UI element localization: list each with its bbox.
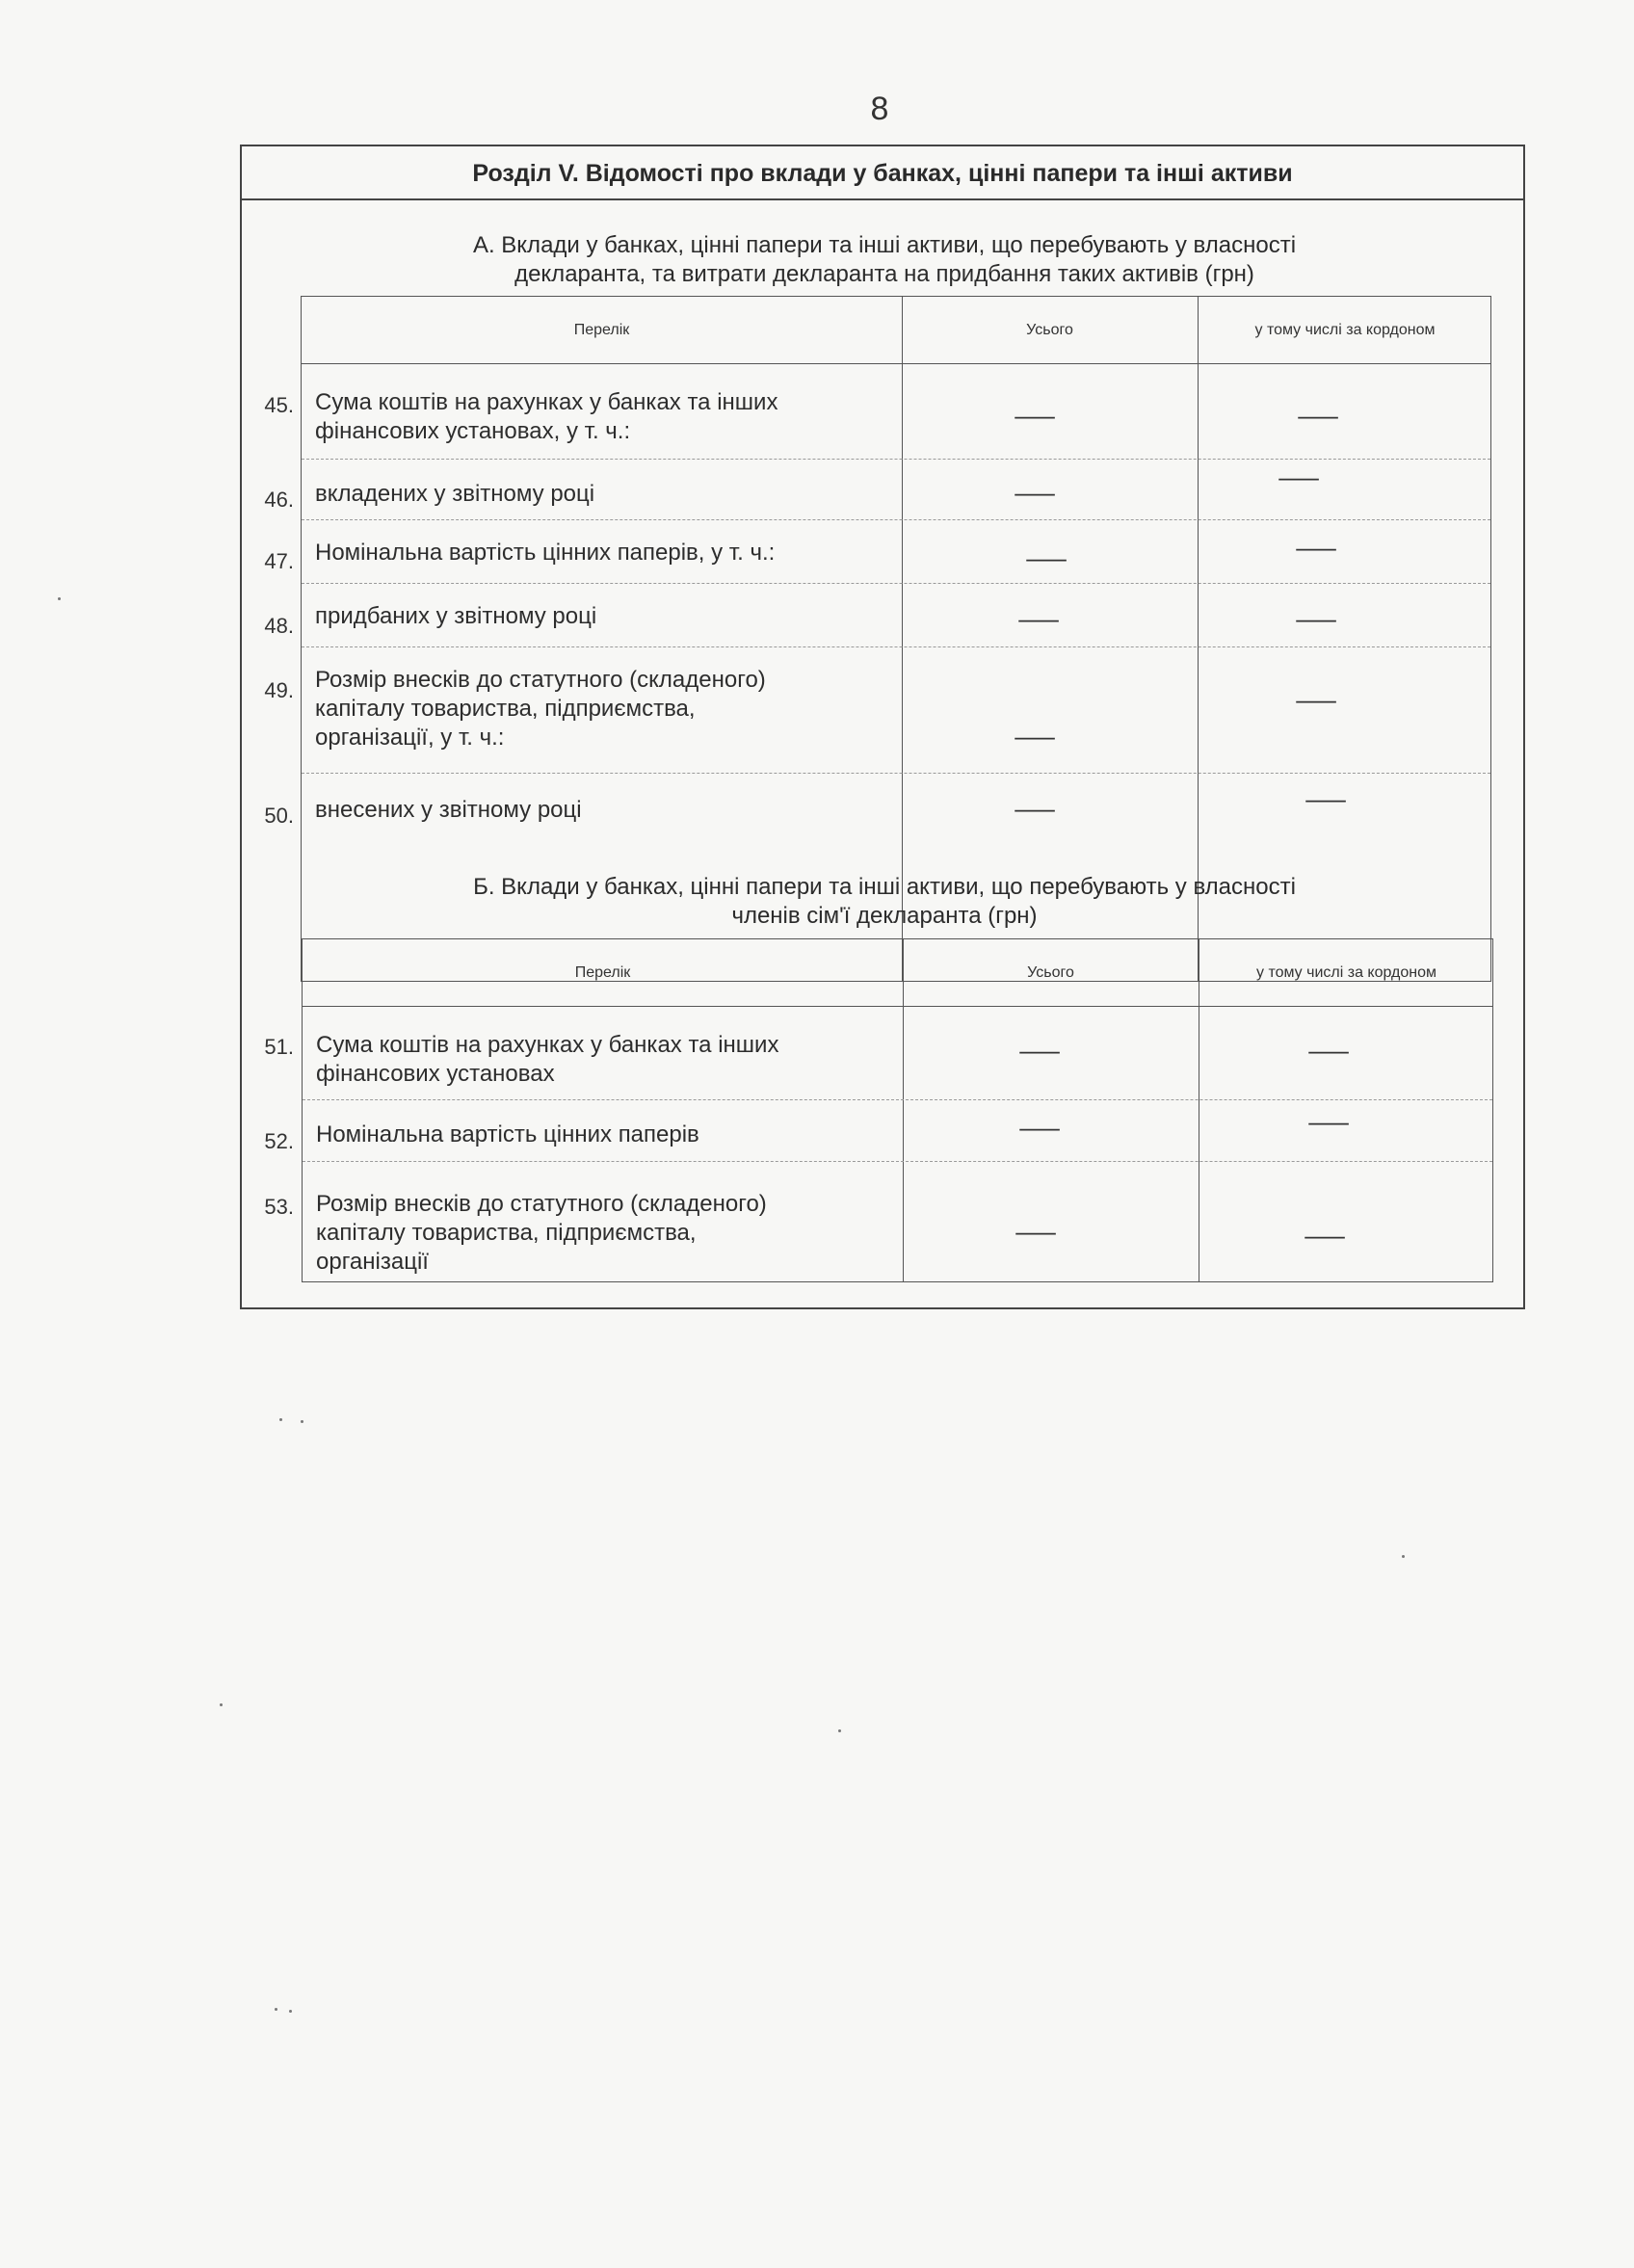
row-total-value: — <box>1019 1113 1060 1142</box>
table-row <box>303 1007 1492 1100</box>
header-total: Усього <box>1026 321 1073 338</box>
row-label: Сума коштів на рахунках у банках та інших фінансових установах, у т. ч.: <box>315 389 778 444</box>
part-b-title-line2: членів сім'ї декларанта (грн) <box>731 903 1038 929</box>
row-number: 52. <box>264 1129 294 1153</box>
row-label: Номінальна вартість цінних паперів <box>316 1121 699 1147</box>
table-row <box>302 519 1490 584</box>
scan-speck <box>58 597 61 600</box>
row-number: 47. <box>264 549 294 573</box>
part-a-title-line1: А. Вклади у банках, цінні папери та інші активи, що перебувають у власності <box>472 232 1297 258</box>
scan-speck <box>275 2008 277 2011</box>
row-abroad-value: — <box>1296 685 1336 714</box>
header-list: Перелік <box>573 321 630 338</box>
row-abroad-value: — <box>1308 1036 1349 1065</box>
section-frame <box>240 145 1525 1309</box>
row-number: 46. <box>264 488 294 512</box>
row-number: 49. <box>264 678 294 702</box>
row-label: Сума коштів на рахунках у банках та інших фінансових установах <box>316 1032 779 1087</box>
row-label: вкладених у звітному році <box>315 481 595 507</box>
row-abroad-value: — <box>1278 462 1319 491</box>
table-row <box>302 583 1490 647</box>
row-total-value: — <box>1015 478 1055 507</box>
row-abroad-value: — <box>1298 401 1338 430</box>
row-total-value: — <box>1015 1217 1056 1246</box>
row-total-value: — <box>1018 604 1059 633</box>
row-label: внесених у звітному році <box>315 797 582 823</box>
row-number: 51. <box>264 1035 294 1059</box>
header-abroad: у тому числі за кордоном <box>1254 321 1436 338</box>
page-number: 8 <box>870 91 889 127</box>
table-row <box>302 773 1490 836</box>
table-row <box>303 1161 1492 1283</box>
scan-speck <box>301 1420 303 1423</box>
part-b-title <box>242 873 1527 931</box>
row-abroad-value: — <box>1296 533 1336 562</box>
table-row <box>302 646 1490 774</box>
part-b-table <box>302 938 1493 1282</box>
table-row <box>303 1099 1492 1162</box>
part-b-table-header <box>303 939 1492 1007</box>
scan-speck <box>1402 1555 1405 1558</box>
scan-speck <box>279 1418 282 1421</box>
part-a-table-header <box>302 297 1490 364</box>
header-total: Усього <box>1027 963 1074 981</box>
row-label: Розмір внесків до статутного (складеного) капіталу товариства, підприємства, організації, у т. ч.: <box>315 667 766 751</box>
header-abroad: у тому числі за кордоном <box>1256 963 1436 981</box>
header-list: Перелік <box>574 963 631 981</box>
scan-speck <box>838 1729 841 1732</box>
row-number: 45. <box>264 393 294 417</box>
section-title: Розділ V. Відомості про вклади у банках, цінні папери та інші активи <box>242 146 1523 200</box>
table-row <box>302 459 1490 520</box>
row-number: 53. <box>264 1195 294 1219</box>
scan-speck <box>220 1703 223 1706</box>
row-abroad-value: — <box>1296 604 1336 633</box>
row-number: 48. <box>264 614 294 638</box>
row-abroad-value: — <box>1305 1221 1345 1250</box>
row-abroad-value: — <box>1305 784 1346 813</box>
table-row <box>302 364 1490 460</box>
row-label: Номінальна вартість цінних паперів, у т. ч.: <box>315 540 776 566</box>
row-number: 50. <box>264 804 294 828</box>
row-total-value: — <box>1019 1036 1060 1065</box>
part-b-title-line1: Б. Вклади у банках, цінні папери та інші активи, що перебувають у власності <box>473 874 1296 900</box>
row-total-value: — <box>1015 722 1055 751</box>
row-abroad-value: — <box>1308 1107 1349 1136</box>
row-total-value: — <box>1015 401 1055 430</box>
row-label: Розмір внесків до статутного (складеного) капіталу товариства, підприємства, організації <box>316 1191 767 1275</box>
part-a-title-line2: декларанта, та витрати декларанта на придбання таких активів (грн) <box>514 261 1254 287</box>
part-a-title <box>242 231 1527 289</box>
scan-speck <box>289 2010 292 2013</box>
row-label: придбаних у звітному році <box>315 603 597 629</box>
row-total-value: — <box>1015 794 1055 823</box>
row-total-value: — <box>1026 543 1067 572</box>
